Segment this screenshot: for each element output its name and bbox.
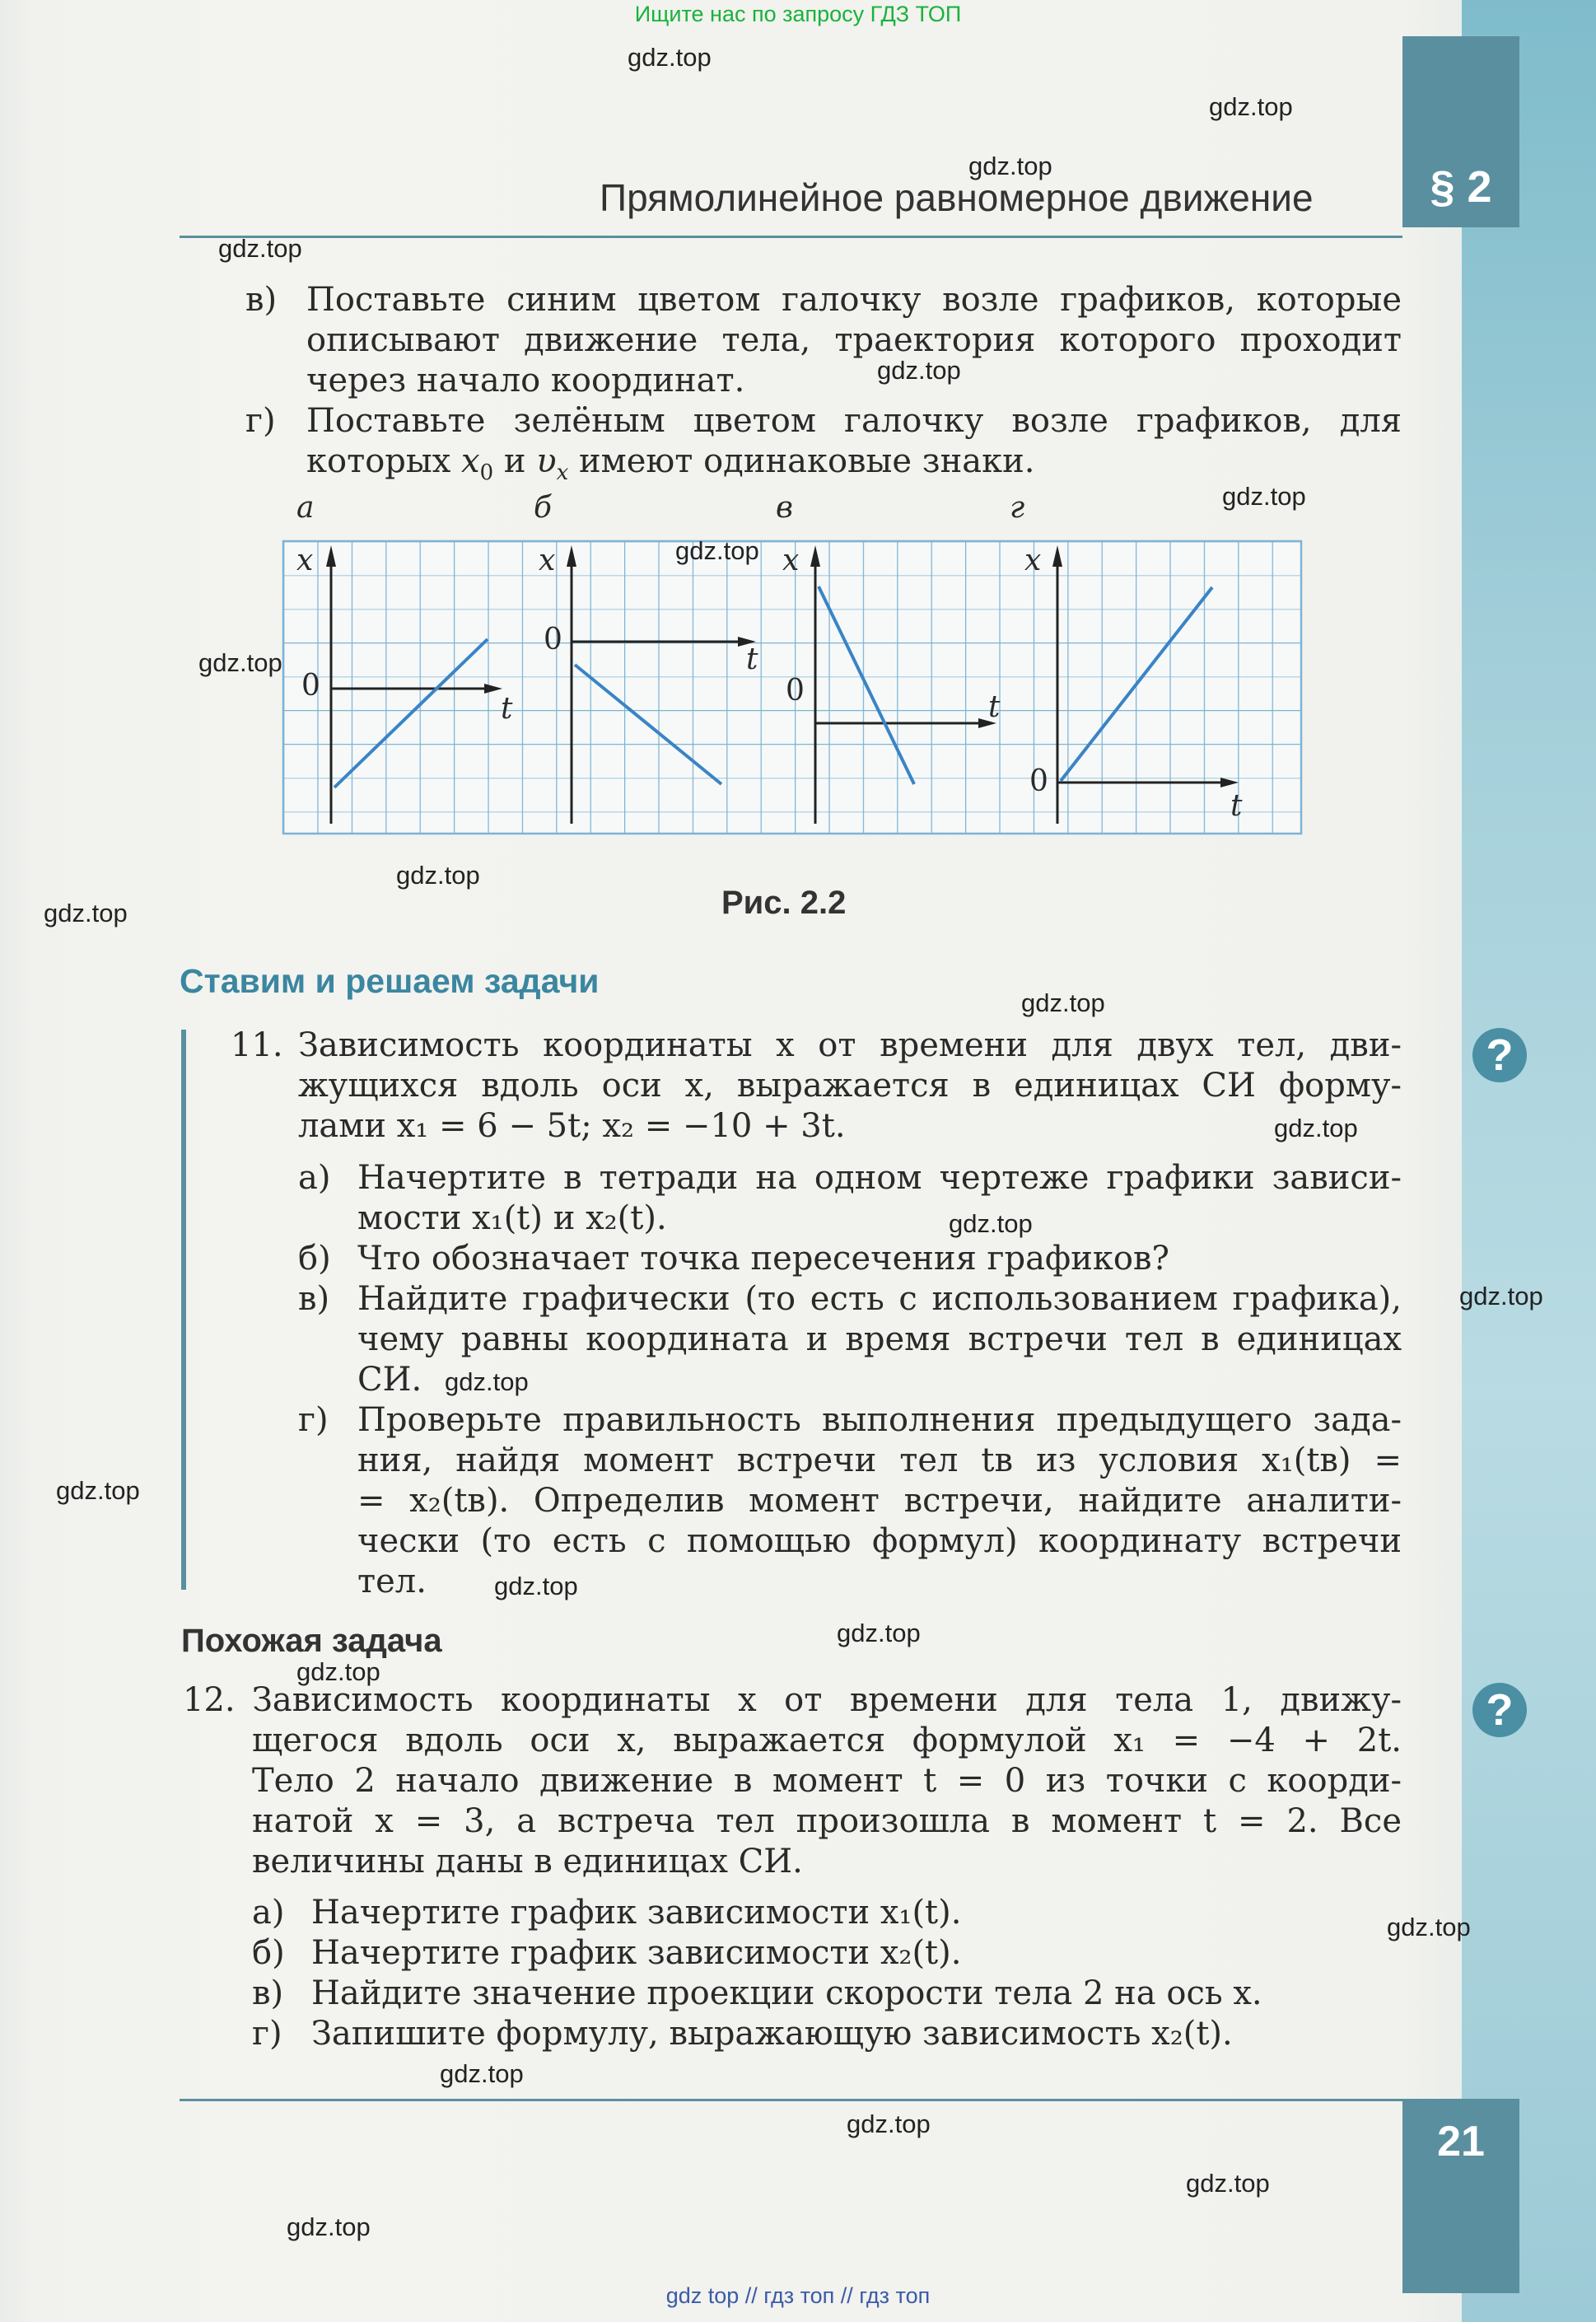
item-v-line3: через начало координат. (306, 362, 745, 399)
task11-g-prefix: г) (298, 1401, 329, 1439)
task11-g-line5: тел. (357, 1563, 427, 1600)
item-v-line2: описывают движение тела, траектория которого проходит (306, 321, 1402, 359)
item-v-prefix: в) (245, 281, 278, 319)
task11-g-line4: чески (то есть с помощью формул) координату встречи (357, 1522, 1402, 1560)
origin-b: 0 (544, 623, 562, 656)
footer-divider (180, 2099, 1402, 2101)
origin-a: 0 (301, 669, 320, 703)
watermark: gdz.top (445, 1367, 529, 1396)
task12-line1: Зависимость координаты x от времени для тела 1, движу- (252, 1681, 1402, 1719)
task11-a-line2: мости x₁(t) и x₂(t). (357, 1199, 667, 1237)
axis-x-v: t (988, 690, 1001, 724)
task12-a-prefix: а) (252, 1894, 285, 1932)
watermark: gdz.top (949, 1209, 1033, 1238)
bottom-banner[interactable]: gdz top // гдз топ // гдз топ (665, 2283, 931, 2308)
task11-v-prefix: в) (298, 1280, 330, 1318)
task11-b-prefix: б) (298, 1240, 331, 1278)
top-banner[interactable]: Ищите нас по запросу ГДЗ ТОП (634, 2, 962, 26)
section-heading: Ставим и решаем задачи (180, 962, 600, 1000)
task11-b-line1: Что обозначает точка пересечения графиков? (357, 1240, 1169, 1278)
task11-g-line3: = x₂(tв). Определив момент встречи, найдите аналити- (357, 1482, 1402, 1520)
watermark: gdz.top (1459, 1282, 1543, 1311)
similar-heading: Похожая задача (181, 1623, 442, 1659)
task12-g-line: Запишите формулу, выражающую зависимость x₂(t). (311, 2015, 1233, 2053)
watermark: gdz.top (968, 152, 1052, 180)
watermark: gdz.top (877, 356, 961, 385)
watermark: gdz.top (1209, 92, 1293, 121)
watermark: gdz.top (440, 2059, 524, 2088)
task12-line4: натой x = 3, а встреча тел произошла в момент t = 2. Все (252, 1802, 1402, 1840)
page-number-tab (1402, 2099, 1519, 2293)
task-bar (181, 1030, 186, 1590)
item-g-line1: Поставьте зелёным цветом галочку возле графиков, для (306, 402, 1402, 440)
task11-g-line2: ния, найдя момент встречи тел tв из условия x₁(tв) = (357, 1441, 1402, 1479)
task11-g-line1: Проверьте правильность выполнения предыдущего зада- (357, 1401, 1402, 1439)
panel-label-b: б (534, 491, 552, 525)
panel-label-a: а (296, 491, 315, 525)
watermark: gdz.top (218, 234, 302, 263)
task12-b-prefix: б) (252, 1934, 285, 1972)
task11-v-line2: чему равны координата и время встречи тел в единицах (357, 1320, 1402, 1358)
task11-a-line1: Начертите в тетради на одном чертеже графики зависи- (357, 1159, 1402, 1197)
watermark: gdz.top (56, 1476, 140, 1505)
task11-line2: жущихся вдоль оси x, выражается в единицах СИ форму- (298, 1067, 1402, 1105)
axis-y-g: x (1024, 544, 1042, 577)
task12-a-line: Начертите график зависимости x₁(t). (311, 1894, 962, 1932)
item-v-line1: Поставьте синим цветом галочку возле графиков, которые (306, 281, 1402, 319)
watermark: gdz.top (1186, 2169, 1270, 2198)
task12-line3: Тело 2 начало движение в момент t = 0 из точки с коорди- (252, 1762, 1402, 1800)
watermark: gdz.top (396, 861, 480, 890)
task12-v-prefix: в) (252, 1974, 284, 2012)
watermark: gdz.top (198, 648, 282, 677)
figure-svg (0, 0, 1596, 906)
watermark: gdz.top (847, 2109, 931, 2138)
item-g-prefix: г) (245, 402, 276, 440)
task12-b-line: Начертите график зависимости x₂(t). (311, 1934, 962, 1972)
watermark: gdz.top (1387, 1913, 1471, 1941)
item-g-line2: которых $x_0$ и $\upsilon_x$ имеют одинаковые знаки. (306, 442, 1035, 485)
task11-line3: лами x₁ = 6 − 5t; x₂ = −10 + 3t. (298, 1107, 846, 1145)
watermark: gdz.top (296, 1657, 380, 1686)
task12-line5: величины даны в единицах СИ. (252, 1843, 803, 1880)
axis-x-b: t (746, 642, 758, 676)
origin-g: 0 (1029, 764, 1048, 798)
chapter-title: Прямолинейное равномерное движение (600, 176, 1314, 219)
task12-v-line: Найдите значение проекции скорости тела 2 на ось x. (311, 1974, 1262, 2012)
watermark: gdz.top (44, 899, 128, 927)
watermark: gdz.top (494, 1572, 578, 1600)
task11-line1: Зависимость координаты x от времени для двух тел, дви- (298, 1026, 1402, 1064)
help-icon[interactable]: ? (1472, 1683, 1527, 1737)
task12-number: 12. (183, 1681, 236, 1719)
help-icon[interactable]: ? (1472, 1028, 1527, 1082)
origin-v: 0 (786, 674, 805, 708)
task11-v-line1: Найдите графически (то есть с использованием графика), (357, 1280, 1402, 1318)
page-number: 21 (1437, 2118, 1485, 2165)
watermark: gdz.top (1274, 1114, 1358, 1142)
task12-g-prefix: г) (252, 2015, 282, 2053)
axis-y-a: x (296, 544, 314, 577)
section-number: § 2 (1430, 162, 1492, 212)
watermark: gdz.top (837, 1619, 921, 1647)
task12-line2: щегося вдоль оси x, выражается формулой x₁ = −4 + 2t. (252, 1722, 1402, 1759)
axis-x-a: t (501, 692, 513, 726)
axis-y-v: x (782, 544, 800, 577)
panel-label-v: в (776, 491, 793, 525)
watermark: gdz.top (1021, 988, 1105, 1017)
panel-label-g: г (1010, 491, 1025, 525)
axis-x-g: t (1230, 789, 1243, 823)
task11-number: 11. (231, 1026, 283, 1064)
figure-caption: Рис. 2.2 (721, 885, 847, 921)
watermark: gdz.top (675, 536, 759, 565)
axis-y-b: x (539, 544, 556, 577)
watermark: gdz.top (287, 2212, 371, 2241)
watermark: gdz.top (628, 43, 712, 72)
task11-v-line3: СИ. (357, 1361, 422, 1399)
task11-a-prefix: а) (298, 1159, 331, 1197)
watermark: gdz.top (1222, 482, 1306, 511)
